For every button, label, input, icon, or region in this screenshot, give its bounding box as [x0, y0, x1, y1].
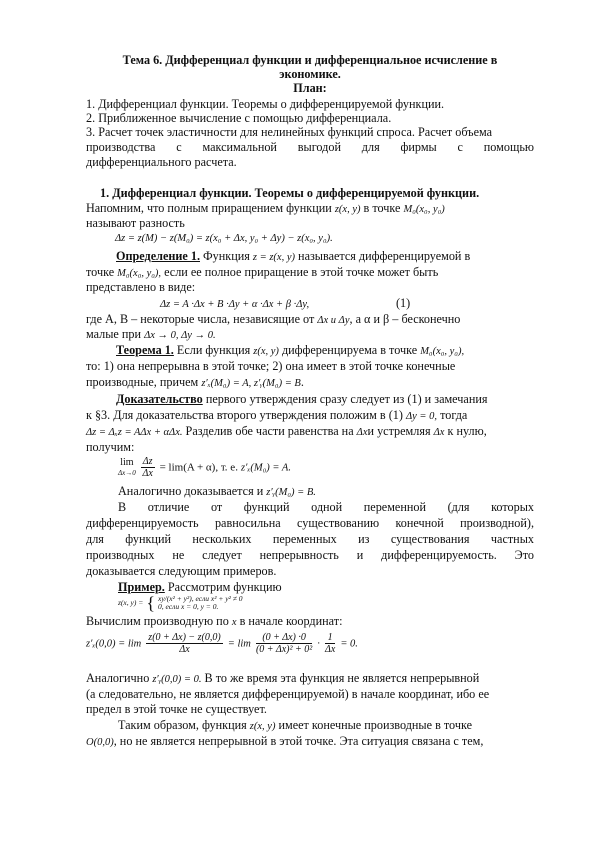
paragraph-line: (а следовательно, не является дифференцируемой) в начале координат, ибо ее [86, 687, 490, 701]
derivative-equation: z′ₓ(0,0) = lim $\frac{z(0 + \Delta x) - z(0,0)}{\Delta x}$ = lim $\frac{(0 + \Delta x) \cdot 0}{\text{(0 + Δx)² + 0²}}$ · $\frac{1}{\Delta x}$ = 0. [86, 632, 358, 655]
paragraph-line: производных не следует непрерывность и дифференцируемость. Это [86, 548, 534, 562]
definition-1: Определение 1. Функция z = z(x, y) называется дифференцируемой в [116, 249, 471, 263]
formula: z′ᵧ(M₀) = B. [266, 487, 316, 498]
formula: z′ₓ(M₀) = A, z′ᵧ(M₀) = B [201, 378, 301, 389]
example: Пример. Рассмотрим функцию [118, 580, 282, 594]
paragraph-line: Аналогично доказывается и z′ᵧ(M₀) = B. [118, 484, 316, 498]
formula: M₀(x₀, y₀), [117, 268, 162, 279]
doc-title-line2: экономике. [279, 67, 341, 81]
fraction: $\frac{1}{\Delta x}$ [324, 632, 336, 655]
formula: x [231, 617, 237, 628]
paragraph-line: дифференцируемость равносильна существованию конечной производной), [86, 516, 534, 530]
paragraph-line: Δz = Δₓz = AΔx + αΔx. Разделив обе части равенства на Δxи устремляя Δx к нулю, [86, 424, 487, 438]
equation-number: (1) [396, 296, 411, 310]
equation-delta-z: Δz = z(M) − z(M₀) = z(x₀ + Δx, y₀ + Δy) − z(x₀, y₀). [115, 233, 333, 244]
formula: z′ᵧ(0,0) = 0. [152, 674, 202, 685]
plan-heading: План: [293, 81, 327, 95]
paragraph-line: точке M₀(x₀, y₀), если ее полное приращение в этой точке может быть [86, 265, 439, 279]
paragraph-line: Вычислим производную по x в начале координат: [86, 614, 343, 628]
fraction: $\frac{z(0 + \Delta x) - z(0,0)}{\Delta x}$ [148, 632, 221, 655]
proof: Доказательство первого утверждения сразу следует из (1) и замечания [116, 392, 488, 406]
formula: z(x, y) [334, 204, 361, 215]
fraction: $\frac{(0 + \Delta x) \cdot 0}{\text{(0 + Δx)² + 0²}}$ [255, 632, 313, 655]
formula: Δx [433, 427, 445, 438]
formula: M₀(x₀, y₀), [420, 346, 465, 357]
brace-symbol: { [146, 593, 155, 613]
formula: z(x, y) [253, 346, 279, 357]
equation-1: Δz = A ·Δx + B ·Δy + α ·Δx + β ·Δy, (1) [160, 296, 411, 310]
example-label: Пример. [118, 580, 165, 594]
plan-item: 2. Приближенное вычисление с помощью дифференциала. [86, 111, 392, 125]
paragraph-line: Таким образом, функция z(x, y) имеет конечные производные в точке [118, 718, 472, 732]
paragraph-line: то: 1) она непрерывна в этой точке; 2) она имеет в этой точке конечные [86, 359, 456, 373]
proof-label: Доказательство [116, 392, 203, 406]
paragraph-line: производные, причем z′ₓ(M₀) = A, z′ᵧ(M₀) = B. [86, 375, 304, 389]
paragraph-line: для функций нескольких переменных из существования частных [86, 532, 534, 546]
theorem-1: Теорема 1. Если функция z(x, y) дифференцируема в точке M₀(x₀, y₀), [116, 343, 465, 357]
plan-item: 3. Расчет точек эластичности для нелинейных функций спроса. Расчет объема [86, 125, 493, 139]
formula: Δx и Δy [317, 315, 350, 326]
piecewise-function: z(x, y) = { xy/(x² + y²), если x² + y² ≠ 0 0, если x = 0, y = 0. [118, 593, 243, 613]
paragraph-line: Аналогично z′ᵧ(0,0) = 0. В то же время эта функция не является непрерывной [86, 671, 480, 685]
limit-symbol: lim Δx→0 [118, 456, 136, 477]
formula: z′ₓ(M₀) = A. [241, 462, 291, 474]
section-heading: 1. Дифференциал функции. Теоремы о дифференцируемой функции. [100, 186, 480, 200]
paragraph-line: малые при Δx → 0, Δy → 0. [86, 327, 216, 341]
paragraph-line: к §3. Для доказательства второго утверждения положим в (1) Δy = 0, тогда [86, 408, 468, 422]
formula: z = z(x, y) [252, 252, 295, 263]
limit-equation: lim Δx→0 $\frac{\Delta z}{\Delta x}$ = lim(A + α), т. е. z′ₓ(M₀) = A. [118, 456, 291, 479]
paragraph-line: В отличие от функций одной переменной (для которых [118, 500, 534, 514]
formula: M₀(x₀, y₀) [403, 204, 445, 215]
paragraph-line: где A, B – некоторые числа, независящие от Δx и Δy, а α и β – бесконечно [86, 312, 461, 326]
formula: Δx [356, 427, 368, 438]
plan-item: 1. Дифференциал функции. Теоремы о дифференцируемой функции. [86, 97, 445, 111]
formula: Δy = 0, [405, 411, 438, 422]
paragraph-line: представлено в виде: [86, 280, 196, 294]
paragraph-line: O(0,0), но не является непрерывной в этой точке. Эта ситуация связана с тем, [86, 734, 484, 748]
paragraph-line: называют разность [86, 216, 185, 230]
formula: Δx → 0, Δy → 0. [144, 330, 216, 341]
plan-item: дифференциального расчета. [86, 155, 237, 169]
formula: z(x, y) [249, 721, 276, 732]
paragraph-line: Напомним, что полным приращением функции z(x, y) в точке M₀(x₀, y₀) [86, 201, 445, 215]
formula: Δz = Δₓz = AΔx + αΔx. [86, 427, 183, 438]
fraction: $\frac{\Delta z}{\Delta x}$ [142, 456, 153, 479]
formula: O(0,0) [86, 737, 114, 748]
paragraph-line: предел в этой точке не существует. [86, 702, 267, 716]
theorem-label: Теорема 1. [116, 343, 174, 357]
definition-label: Определение 1. [116, 249, 200, 263]
plan-item: производства с максимальной выгодой для фирмы с помощью [86, 140, 534, 154]
doc-title-line1: Тема 6. Дифференциал функции и дифференциальное исчисление в [122, 53, 498, 67]
paragraph-line: получим: [86, 440, 135, 454]
paragraph-line: доказывается следующим примеров. [86, 564, 277, 578]
